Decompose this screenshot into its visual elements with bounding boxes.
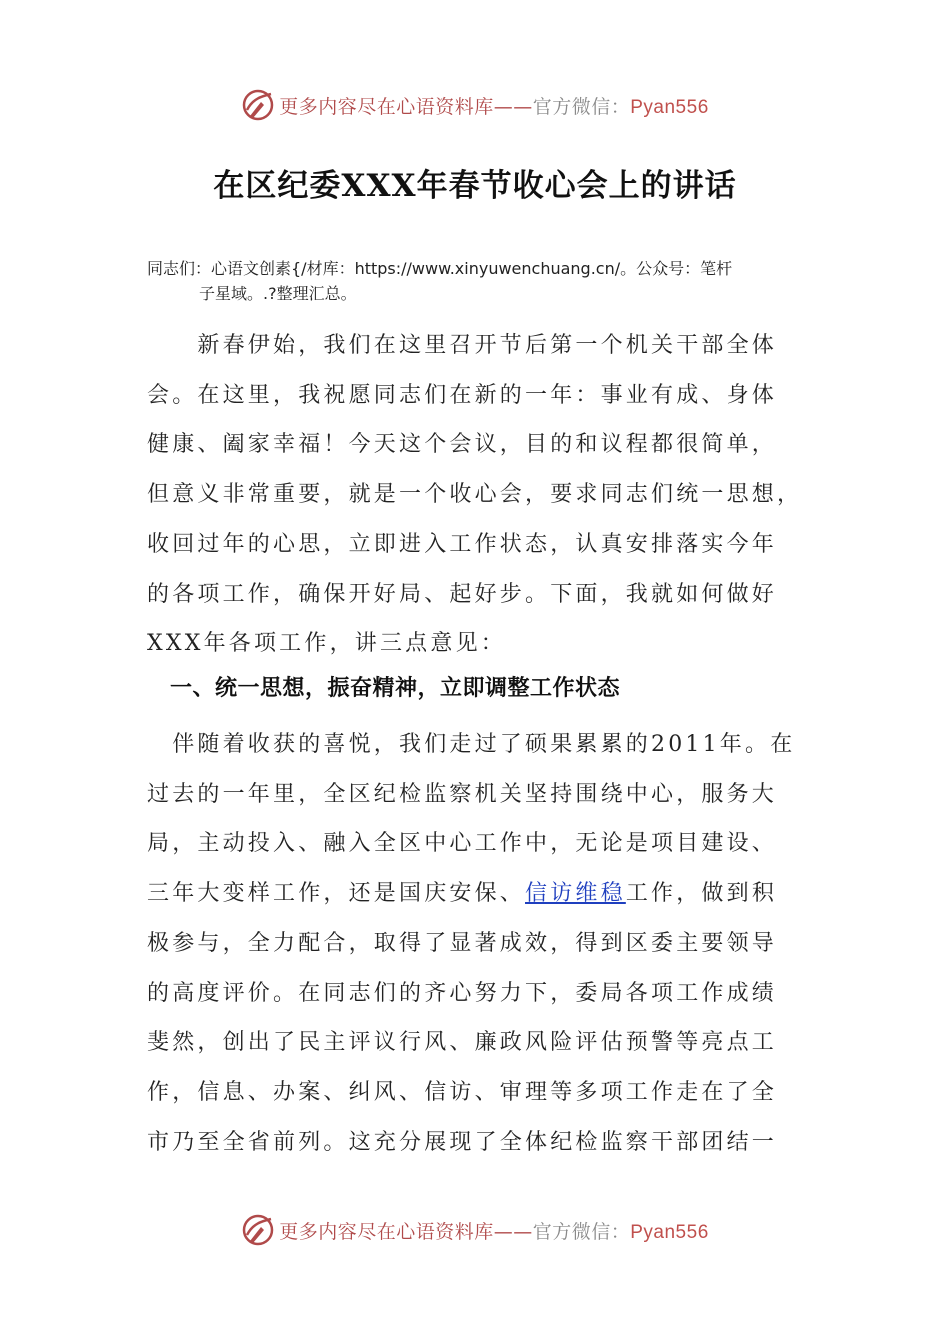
banner-wechat-id: Pyan556 bbox=[630, 96, 709, 118]
paragraph-line: 市乃至全省前列。这充分展现了全体纪检监察干部团结一 bbox=[147, 1129, 778, 1155]
paragraph-line: 收回过年的心思，立即进入工作状态，认真安排落实今年 bbox=[147, 531, 778, 557]
paragraph-line: 但意义非常重要，就是一个收心会，要求同志们统一思想， bbox=[147, 482, 803, 508]
intro-line-2: 子星域。.?整理汇总。 bbox=[199, 284, 357, 303]
paragraph-line: 的高度评价。在同志们的齐心努力下，委局各项工作成绩 bbox=[147, 980, 778, 1006]
paragraph-section-1 bbox=[147, 720, 807, 1167]
banner-separator: —— bbox=[493, 95, 533, 118]
paragraph-line: 斐然，创出了民主评议行风、廉政风险评估预警等亮点工 bbox=[147, 1030, 778, 1056]
document-title: 在区纪委XXX年春节收心会上的讲话 bbox=[213, 168, 737, 204]
banner-slogan: 更多内容尽在心语资料库 bbox=[279, 95, 494, 118]
intro-note bbox=[147, 256, 807, 306]
xinfang-weiwen-link[interactable]: 信访维稳 bbox=[525, 881, 626, 907]
line-text-before-link: 三年大变样工作，还是国庆安保、 bbox=[147, 881, 526, 907]
banner-text bbox=[279, 92, 709, 119]
footer-watermark-banner bbox=[0, 1210, 950, 1250]
paragraph-line: 过去的一年里，全区纪检监察机关坚持围绕中心，服务大 bbox=[147, 781, 778, 807]
section-heading-1: 一、统一思想，振奋精神，立即调整工作状态 bbox=[170, 676, 621, 701]
header-watermark-banner bbox=[0, 85, 950, 125]
paragraph-line: 的各项工作，确保开好局、起好步。下面，我就如何做好 bbox=[147, 581, 778, 607]
banner-wechat-id: Pyan556 bbox=[630, 1221, 709, 1243]
banner-text bbox=[279, 1217, 709, 1244]
intro-line-1: 同志们：心语文创素{/材库：https://www.xinyuwenchuang.cn/。公众号：笔杆 bbox=[147, 259, 733, 278]
pen-logo-icon bbox=[241, 88, 275, 122]
paragraph-line: XXX年各项工作，讲三点意见： bbox=[147, 631, 506, 657]
paragraph-line: 极参与，全力配合，取得了显著成效，得到区委主要领导 bbox=[147, 930, 778, 956]
paragraph-line: 会。在这里，我祝愿同志们在新的一年：事业有成、身体 bbox=[147, 382, 778, 408]
paragraph-line: 作，信息、办案、纠风、信访、审理等多项工作走在了全 bbox=[147, 1079, 778, 1105]
paragraph-line: 新春伊始，我们在这里召开节后第一个机关干部全体 bbox=[147, 333, 778, 358]
pen-logo-icon bbox=[241, 1213, 275, 1247]
line-text-after-link: 工作，做到积 bbox=[625, 881, 778, 907]
banner-wechat-label: 官方微信： bbox=[532, 1220, 631, 1243]
paragraph-line: 局，主动投入、融入全区中心工作中，无论是项目建设、 bbox=[147, 831, 778, 857]
banner-wechat-label: 官方微信： bbox=[532, 95, 631, 118]
banner-separator: —— bbox=[493, 1220, 533, 1243]
banner-slogan: 更多内容尽在心语资料库 bbox=[279, 1220, 494, 1243]
paragraph-line-with-link bbox=[147, 869, 807, 919]
paragraph-opening bbox=[147, 321, 807, 669]
paragraph-line: 健康、阖家幸福！今天这个会议，目的和议程都很简单， bbox=[147, 432, 778, 458]
paragraph-line: 伴随着收获的喜悦，我们走过了硕果累累的2011年。在 bbox=[147, 732, 796, 757]
